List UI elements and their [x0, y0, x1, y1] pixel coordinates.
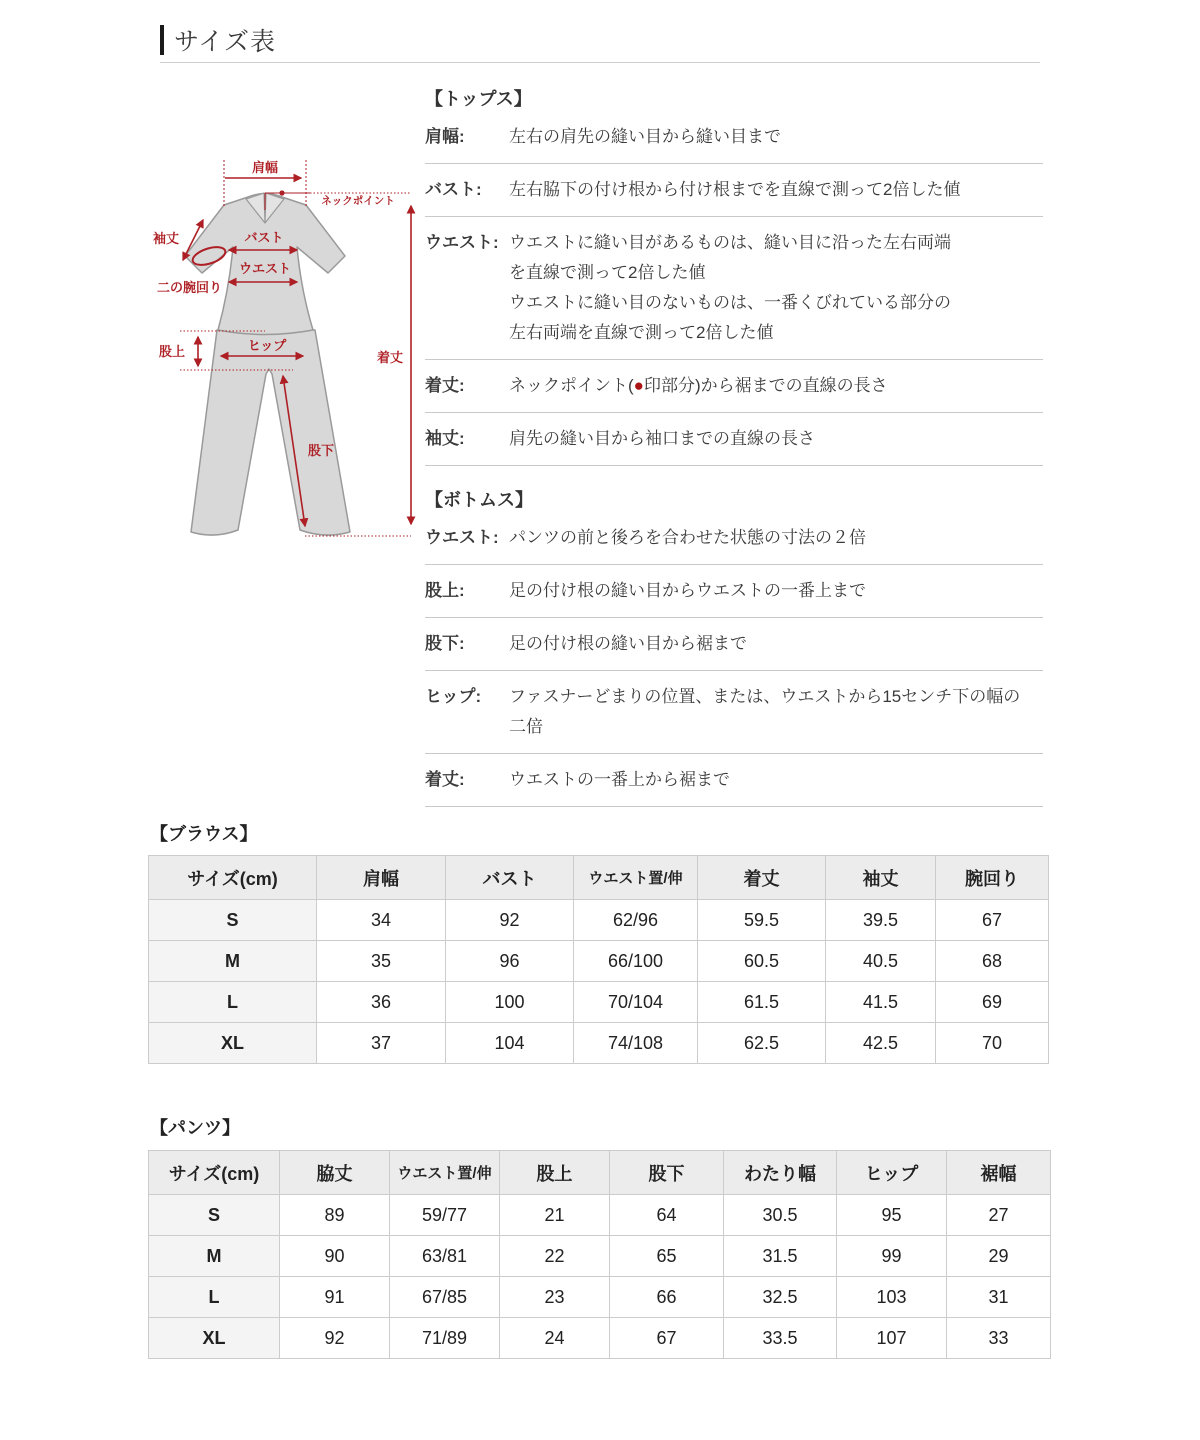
- def-text-part: ネックポイント(: [509, 376, 634, 395]
- table-cell: 60.5: [698, 941, 826, 982]
- table-cell: 27: [947, 1195, 1051, 1236]
- table-row: [149, 1277, 1051, 1318]
- table-cell: 59.5: [698, 900, 826, 941]
- def-term: 肩幅:: [425, 127, 465, 146]
- def-text-line: を直線で測って2倍した値: [509, 263, 706, 282]
- size-label: L: [149, 1277, 280, 1318]
- def-text-line: ウエストに縫い目のないものは、一番くびれている部分の: [509, 293, 951, 312]
- table-cell: 39.5: [826, 900, 936, 941]
- column-header: 腕回り: [936, 856, 1049, 900]
- def-term: 股下:: [425, 634, 465, 653]
- neck-point-dot: [279, 190, 284, 195]
- measurement-definitions: [425, 85, 1043, 807]
- table-cell: 96: [446, 941, 574, 982]
- pants-shape: [191, 330, 350, 535]
- title-divider: [160, 62, 1040, 63]
- diagram-label-upper-arm: 二の腕回り: [157, 280, 223, 295]
- size-label: S: [149, 900, 317, 941]
- def-term: ウエスト:: [425, 233, 499, 252]
- def-row-sleeve: [425, 413, 1043, 466]
- table-cell: 37: [317, 1023, 446, 1064]
- table-cell: 95: [837, 1195, 947, 1236]
- table-row: [149, 1318, 1051, 1359]
- def-term: バスト:: [425, 180, 482, 199]
- def-row-rise: [425, 565, 1043, 618]
- table-row: [149, 1023, 1049, 1064]
- table-cell: 71/89: [390, 1318, 500, 1359]
- column-header: ウエスト置/伸: [574, 856, 698, 900]
- size-label: XL: [149, 1318, 280, 1359]
- column-header: バスト: [446, 856, 574, 900]
- table-cell: 59/77: [390, 1195, 500, 1236]
- table-cell: 29: [947, 1236, 1051, 1277]
- table-cell: 69: [936, 982, 1049, 1023]
- table-cell: 107: [837, 1318, 947, 1359]
- table-cell: 24: [500, 1318, 610, 1359]
- size-label: L: [149, 982, 317, 1023]
- table-cell: 67: [610, 1318, 724, 1359]
- diagram-label-sleeve-length: 袖丈: [153, 231, 180, 246]
- table-cell: 40.5: [826, 941, 936, 982]
- table-row: [149, 1195, 1051, 1236]
- table-cell: 32.5: [724, 1277, 837, 1318]
- def-text: 足の付け根の縫い目からウエストの一番上まで: [509, 581, 866, 600]
- bottoms-heading: 【ボトムス】: [425, 490, 533, 510]
- def-row-waist-bottom: [425, 512, 1043, 565]
- header-row: [149, 856, 1049, 900]
- table-cell: 100: [446, 982, 574, 1023]
- table-cell: 89: [280, 1195, 390, 1236]
- size-label: M: [149, 941, 317, 982]
- def-text-line: 左右両端を直線で測って2倍した値: [509, 323, 774, 342]
- def-text-line: 二倍: [509, 717, 543, 736]
- def-row-bust: [425, 164, 1043, 217]
- table-cell: 62/96: [574, 900, 698, 941]
- table-cell: 41.5: [826, 982, 936, 1023]
- def-row-inseam: [425, 618, 1043, 671]
- blouse-size-table: [148, 855, 1049, 1064]
- def-text: 肩先の縫い目から袖口までの直線の長さ: [509, 429, 815, 448]
- column-header: 裾幅: [947, 1151, 1051, 1195]
- pants-table-heading: 【パンツ】: [150, 1118, 240, 1138]
- column-header: 着丈: [698, 856, 826, 900]
- table-cell: 36: [317, 982, 446, 1023]
- column-header: 股上: [500, 1151, 610, 1195]
- size-diagram: [145, 140, 435, 610]
- table-cell: 67/85: [390, 1277, 500, 1318]
- column-header: ウエスト置/伸: [390, 1151, 500, 1195]
- table-row: [149, 941, 1049, 982]
- column-header: サイズ(cm): [149, 1151, 280, 1195]
- def-text: 左右の肩先の縫い目から縫い目まで: [509, 127, 781, 146]
- size-label: XL: [149, 1023, 317, 1064]
- table-cell: 70/104: [574, 982, 698, 1023]
- pants-size-table: [148, 1150, 1051, 1359]
- table-cell: 68: [936, 941, 1049, 982]
- def-row-shoulder: [425, 111, 1043, 164]
- table-cell: 66: [610, 1277, 724, 1318]
- table-cell: 34: [317, 900, 446, 941]
- column-header: 袖丈: [826, 856, 936, 900]
- def-row-length-bottom: [425, 754, 1043, 807]
- table-cell: 31.5: [724, 1236, 837, 1277]
- def-text-line: ファスナーどまりの位置、または、ウエストから15センチ下の幅の: [509, 687, 1021, 706]
- table-cell: 92: [280, 1318, 390, 1359]
- title-accent-bar: [160, 25, 164, 55]
- diagram-label-hip: ヒップ: [247, 338, 287, 353]
- def-term: ウエスト:: [425, 528, 499, 547]
- diagram-label-inseam: 股下: [308, 443, 335, 458]
- def-row-waist-top: [425, 217, 1043, 360]
- table-cell: 67: [936, 900, 1049, 941]
- diagram-label-neck-point: ネックポイント: [321, 195, 395, 207]
- table-row: [149, 1236, 1051, 1277]
- size-label: S: [149, 1195, 280, 1236]
- table-cell: 64: [610, 1195, 724, 1236]
- def-term: 着丈:: [425, 376, 465, 395]
- def-text: ウエストの一番上から裾まで: [509, 770, 730, 789]
- diagram-label-bust: バスト: [244, 230, 284, 245]
- def-text: 足の付け根の縫い目から裾まで: [509, 634, 747, 653]
- def-term: 股上:: [425, 581, 465, 600]
- column-header: 肩幅: [317, 856, 446, 900]
- table-cell: 62.5: [698, 1023, 826, 1064]
- def-text: [509, 371, 1043, 401]
- page-title-block: [160, 22, 276, 58]
- neck-point-mark: ●: [633, 376, 644, 395]
- table-cell: 90: [280, 1236, 390, 1277]
- def-term: 着丈:: [425, 770, 465, 789]
- def-text: パンツの前と後ろを合わせた状態の寸法の２倍: [509, 528, 866, 547]
- column-header: サイズ(cm): [149, 856, 317, 900]
- diagram-label-body-length: 着丈: [376, 350, 403, 365]
- table-row: [149, 982, 1049, 1023]
- page-title: サイズ表: [174, 28, 277, 56]
- table-cell: 61.5: [698, 982, 826, 1023]
- table-cell: 22: [500, 1236, 610, 1277]
- table-cell: 42.5: [826, 1023, 936, 1064]
- table-cell: 30.5: [724, 1195, 837, 1236]
- table-cell: 66/100: [574, 941, 698, 982]
- table-cell: 63/81: [390, 1236, 500, 1277]
- tops-heading: 【トップス】: [425, 89, 532, 109]
- def-text: [509, 228, 1043, 348]
- def-text-part: 印部分)から裾までの直線の長さ: [643, 376, 888, 395]
- table-cell: 35: [317, 941, 446, 982]
- def-text: [509, 682, 1043, 742]
- table-cell: 74/108: [574, 1023, 698, 1064]
- table-cell: 103: [837, 1277, 947, 1318]
- table-cell: 70: [936, 1023, 1049, 1064]
- def-row-length-top: [425, 360, 1043, 413]
- table-cell: 33: [947, 1318, 1051, 1359]
- column-header: 股下: [610, 1151, 724, 1195]
- diagram-label-rise: 股上: [159, 344, 186, 359]
- table-cell: 21: [500, 1195, 610, 1236]
- def-term: 袖丈:: [425, 429, 465, 448]
- table-cell: 31: [947, 1277, 1051, 1318]
- table-cell: 104: [446, 1023, 574, 1064]
- diagram-label-waist: ウエスト: [238, 261, 292, 276]
- def-text-line: ウエストに縫い目があるものは、縫い目に沿った左右両端: [509, 233, 951, 252]
- header-row: [149, 1151, 1051, 1195]
- table-cell: 33.5: [724, 1318, 837, 1359]
- table-cell: 65: [610, 1236, 724, 1277]
- column-header: ヒップ: [837, 1151, 947, 1195]
- table-row: [149, 900, 1049, 941]
- table-cell: 91: [280, 1277, 390, 1318]
- table-cell: 99: [837, 1236, 947, 1277]
- def-text: 左右脇下の付け根から付け根までを直線で測って2倍した値: [509, 180, 961, 199]
- column-header: わたり幅: [724, 1151, 837, 1195]
- table-cell: 92: [446, 900, 574, 941]
- size-label: M: [149, 1236, 280, 1277]
- def-term: ヒップ:: [425, 687, 482, 706]
- column-header: 脇丈: [280, 1151, 390, 1195]
- blouse-table-heading: 【ブラウス】: [150, 824, 258, 844]
- diagram-label-shoulder-width: 肩幅: [251, 160, 279, 175]
- table-cell: 23: [500, 1277, 610, 1318]
- def-row-hip: [425, 671, 1043, 754]
